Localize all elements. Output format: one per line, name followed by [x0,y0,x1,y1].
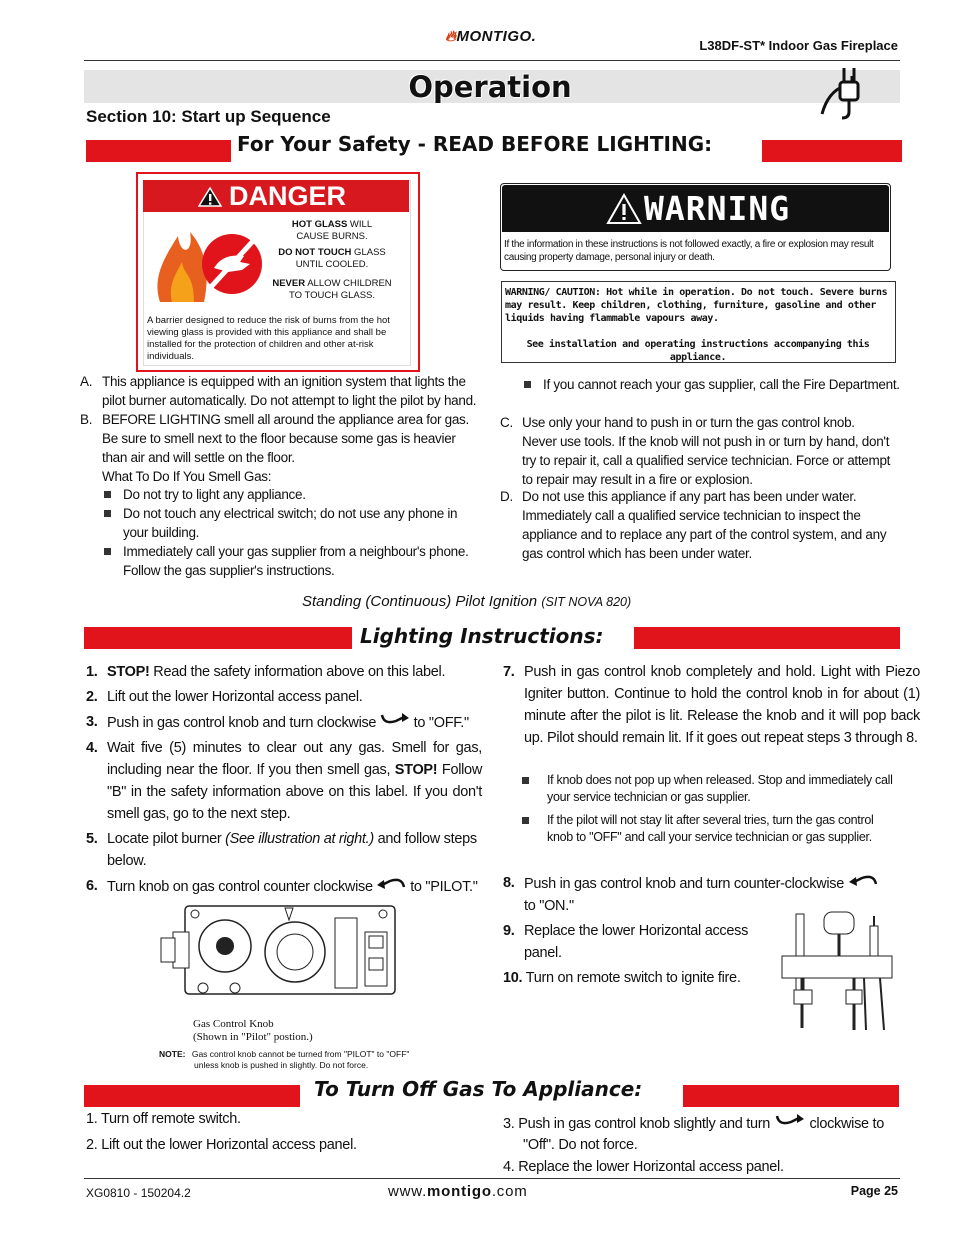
brand-logo: 🔥︎MONTIGO. [445,28,537,45]
doc-number: XG0810 - 150204.2 [86,1186,191,1200]
turnoff-step-2: 2. Lift out the lower Horizontal access panel. [86,1137,357,1153]
bullet-square-icon [524,381,531,388]
danger-footer-text: A barrier designed to reduce the risk of burns from the hot viewing glass is provided with this appliance and shall be installed for the protection of children and other at-risk individuals. [147,315,390,362]
banner-bar-left [86,140,231,162]
danger-word: DANGER [229,181,347,211]
list-item: Do not touch any electrical switch; do not use any phone in your building. [102,504,472,542]
bullet-square-icon [104,510,111,517]
list-item: Immediately call your gas supplier from a neighbour's phone. Follow the gas supplier's instructions. [102,542,472,580]
ignition-type: Standing (Continuous) Pilot Ignition (SIT NOVA 820) [302,593,632,610]
valve-note: NOTE: Gas control knob cannot be turned from "PILOT" to "OFF" unless knob is pushed in slightly. Do not force. [159,1049,410,1070]
warning-text: If the information in these instructions is not followed exactly, a fire or explosion may result causing property damage, personal injury or death. [504,239,874,263]
banner-bar-left [84,1085,300,1107]
turnoff-step-1: 1. Turn off remote switch. [86,1111,241,1127]
safety-banner: For Your Safety - READ BEFORE LIGHTING: [237,132,713,156]
bullet-square-icon [104,491,111,498]
lighting-step-9: 9. Replace the lower Horizontal access panel. [503,923,749,961]
banner-bar-right [634,627,900,649]
lighting-title: Lighting Instructions: [360,624,604,648]
danger-line: UNTIL COOLED. [295,258,369,270]
danger-line: HOT GLASS WILL [291,219,373,230]
caution-text: WARNING/ CAUTION: Hot while in operation. Do not touch. Severe burns may result. Keep children, clothing, furniture, gasoline and other liquids having flammable vapours away. See installation and operating instructions accompanying this appliance. [505,287,888,363]
bullet-square-icon [522,777,529,784]
safety-item-b: B. BEFORE LIGHTING smell all around the appliance area for gas. Be sure to smell next to the floor because some gas is heavier than air and will settle on the floor. What To Do If You Smell Gas: [80,412,469,484]
gas-control-valve-illustration [155,902,405,1002]
safety-item-d: D. Do not use this appliance if any part has been under water. Immediately call a qualified service technician to inspect the appliance and to replace any part of the control system, and any gas control which has been under water. [500,489,887,561]
lighting-step-8: 8. Push in gas control knob and turn counter-clockwise to "ON." [503,872,920,917]
list-item: If knob does not pop up when released. Stop and immediately call your service technician or gas supplier. [522,772,900,806]
smell-bullets [102,485,472,580]
bullet-square-icon [104,548,111,555]
safety-item-a: A. This appliance is equipped with an ignition system that lights the pilot burner automatically. Do not attempt to light the pilot by hand. [80,374,477,408]
counter-clockwise-arrow-icon [376,875,406,891]
danger-messages [262,219,402,301]
danger-header [143,180,409,212]
lighting-step-7: 7. Push in gas control knob completely and hold. Light with Piezo Igniter button. Continue to hold the control knob in for about (1) minute after the pilot is lit. Release the knob and it will pop back up. Pilot should remain lit. If it goes out repeat steps 3 through 8. [503,664,920,746]
header-rule [84,60,900,61]
clockwise-arrow-icon [380,711,410,727]
banner-bar-right [683,1085,899,1107]
pilot-burner-illustration [776,910,904,1034]
warning-header [502,185,889,232]
danger-line: NEVER ALLOW CHILDREN [272,278,392,289]
danger-line: TO TOUCH GLASS. [288,289,376,301]
fire-dept-bullet: If you cannot reach your gas supplier, call the Fire Department. [522,375,903,394]
list-item: If the pilot will not stay lit after several tries, turn the gas control knob to "OFF" and call your service technician or gas supplier. [522,812,900,846]
fire-hand-icon [150,218,268,308]
page-number: Page 25 [850,1184,898,1198]
clockwise-arrow-icon [774,1112,806,1128]
product-title: L38DF-ST* Indoor Gas Fireplace [699,38,898,53]
bullet-square-icon [522,817,529,824]
list-item: 2. Lift out the lower Horizontal access panel. [86,689,363,705]
list-item: 6. Turn knob on gas control counter clockwise to "PILOT." [86,875,482,898]
list-item: Do not try to light any appliance. [102,485,472,504]
warning-word: WARNING [644,189,791,228]
valve-caption: Gas Control Knob (Shown in "Pilot" postion.) [193,1018,313,1043]
counter-clockwise-arrow-icon [848,872,878,888]
list-item: 3. Push in gas control knob and turn clockwise to "OFF." [86,711,482,734]
footer-rule [84,1178,900,1179]
step-7-bullets [522,772,900,846]
warning-triangle-icon [606,193,642,225]
banner-bar-left [84,627,352,649]
list-item: 1. STOP! Read the safety information above on this label. [86,664,446,680]
section-title: Section 10: Start up Sequence [86,107,331,126]
list-item: 5. Locate pilot burner (See illustration at right.) and follow steps below. [86,831,477,869]
banner-bar-right [762,140,902,162]
lighting-steps-left [86,661,482,898]
turnoff-step-3: 3. Push in gas control knob slightly and turn clockwise to "Off". Do not force. [503,1112,899,1156]
flame-icon: 🔥︎ [445,28,457,45]
danger-line: DO NOT TOUCH GLASS [278,247,386,258]
safety-item-c: C. Use only your hand to push in or turn the gas control knob. Never use tools. If the knob will not push in or turn by hand, don't try to repair it, call a qualified service technician. Force or attempt to repair may result in a fire or explosion. [500,415,891,487]
lighting-step-10: 10. Turn on remote switch to ignite fire. [503,970,741,986]
list-item: 4. Wait five (5) minutes to clear out any gas. Smell for gas, including near the floor. If you then smell gas, STOP! Follow "B" in the safety information above on this label. If you don't smell gas, go to the next step. [86,740,482,822]
turnoff-step-4: 4. Replace the lower Horizontal access panel. [503,1159,784,1175]
website: www.montigo.com [388,1183,528,1200]
gas-plug-icon [818,62,870,122]
turnoff-title: To Turn Off Gas To Appliance: [314,1077,643,1101]
danger-line: CAUSE BURNS. [296,230,368,242]
page-heading: Operation [408,70,572,104]
warning-triangle-icon [198,187,222,207]
